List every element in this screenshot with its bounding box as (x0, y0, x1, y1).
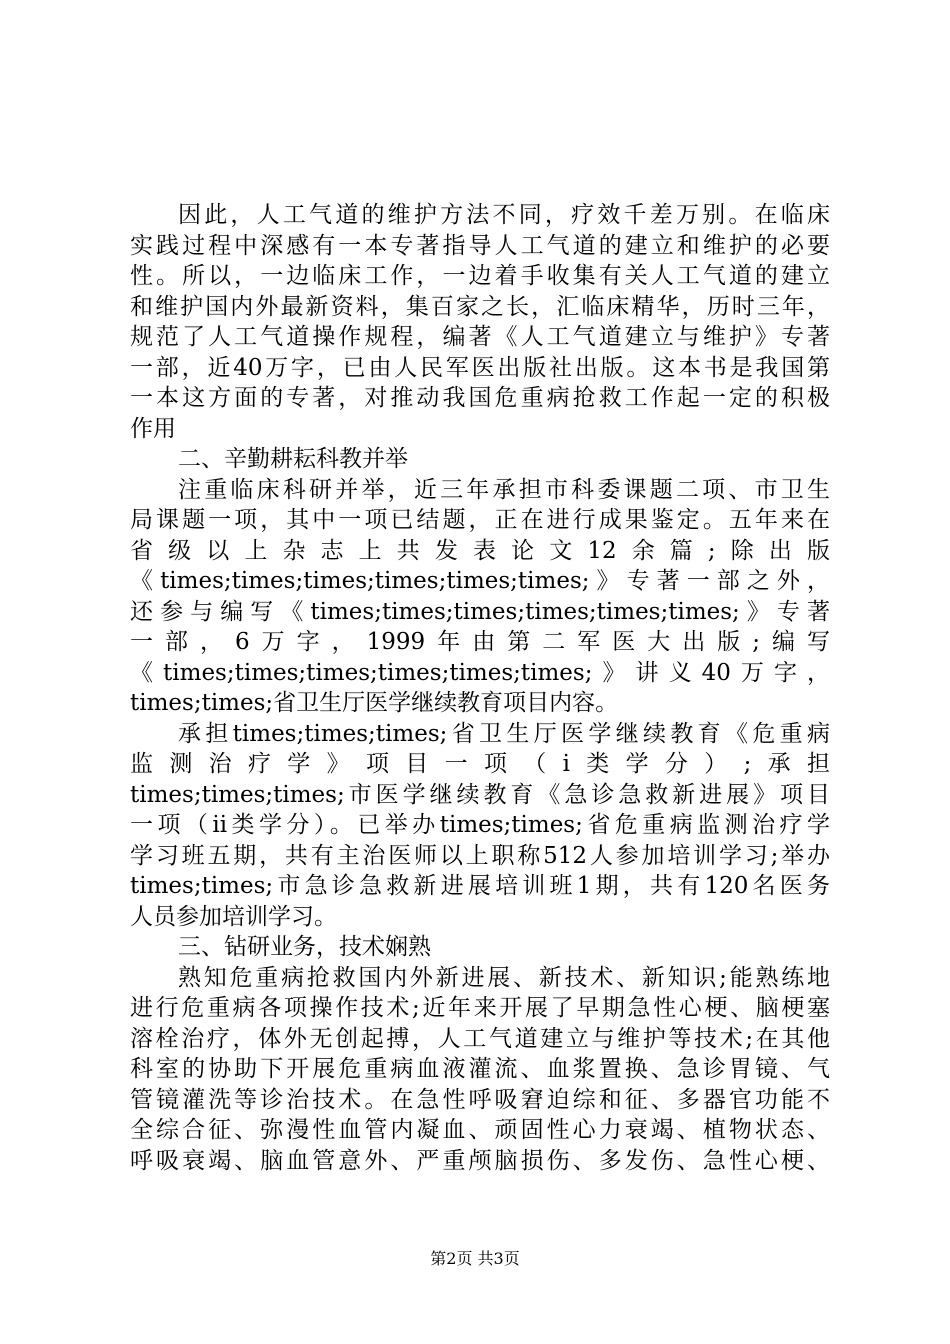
paragraph-line: 实践过程中深感有一本专著指导人工气道的建立和维护的必要 (130, 232, 830, 259)
paragraph-line: 学习班五期，共有主治医师以上职称512人参加培训学习;举办 (130, 842, 830, 869)
paragraph-line: times;times;times;市医学继续教育《急诊急救新进展》项目 (130, 781, 830, 808)
paragraph-line: 一部，近40万字，已由人民军医出版社出版。这本书是我国第 (130, 354, 830, 381)
paragraph-line: 全综合征、弥漫性血管内凝血、顽固性心力衰竭、植物状态、 (130, 1117, 830, 1143)
paragraph-line: 监测治疗学》项目一项（ⅰ类学分）;承担 (130, 751, 830, 777)
paragraph-line: 人员参加培训学习。 (130, 903, 337, 930)
paragraph-line: 作用 (130, 415, 176, 442)
paragraph-line: 管镜灌洗等诊治技术。在急性呼吸窘迫综和征、多器官功能不 (130, 1086, 830, 1113)
paragraph-line: 熟知危重病抢救国内外新进展、新技术、新知识;能熟练地 (178, 964, 830, 991)
paragraph-line: 还参与编写《times;times;times;times;times;times;》专著 (130, 598, 830, 625)
paragraph-line: 省级以上杂志上共发表论文12余篇;除出版 (130, 537, 830, 564)
paragraph-line: 《times;times;times;times;times;times;》专著一部之外， (130, 568, 830, 594)
paragraph-line: 《times;times;times;times;times;times;》讲义40万字， (130, 659, 830, 686)
paragraph-line: 呼吸衰竭、脑血管意外、严重颅脑损伤、多发伤、急性心梗、 (130, 1147, 830, 1174)
paragraph-line: 一项（ⅱ类学分）。已举办times;times;省危重病监测治疗学 (130, 812, 830, 838)
paragraph-line: times;times;市急诊急救新进展培训班1期，共有120名医务 (130, 873, 830, 899)
paragraph-line: 因此，人工气道的维护方法不同，疗效千差万别。在临床 (178, 202, 830, 228)
document-body (130, 200, 830, 1176)
paragraph-line: 一本这方面的专著，对推动我国危重病抢救工作起一定的积极 (130, 385, 830, 411)
paragraph-line: 进行危重病各项操作技术;近年来开展了早期急性心梗、脑梗塞 (130, 995, 830, 1021)
paragraph-line: 规范了人工气道操作规程，编著《人工气道建立与维护》专著 (130, 324, 830, 350)
paragraph-line: times;times;省卫生厅医学继续教育项目内容。 (130, 690, 619, 716)
paragraph-line: 一部，6万字，1999年由第二军医大出版;编写 (130, 629, 830, 655)
page-number-footer: 第2页 共3页 (430, 1249, 520, 1268)
section-heading: 三、钻研业务，技术娴熟 (178, 934, 431, 960)
section-heading: 二、辛勤耕耘科教并举 (178, 446, 408, 472)
paragraph-line: 局课题一项，其中一项已结题，正在进行成果鉴定。五年来在 (130, 507, 830, 533)
paragraph-line: 溶栓治疗，体外无创起搏，人工气道建立与维护等技术;在其他 (130, 1025, 830, 1052)
paragraph-line: 和维护国内外最新资料，集百家之长，汇临床精华，历时三年， (130, 293, 830, 320)
paragraph-line: 注重临床科研并举，近三年承担市科委课题二项、市卫生 (178, 476, 830, 503)
paragraph-line: 性。所以，一边临床工作，一边着手收集有关人工气道的建立 (130, 263, 830, 289)
paragraph-line: 承担times;times;times;省卫生厅医学继续教育《危重病 (178, 720, 830, 747)
paragraph-line: 科室的协助下开展危重病血液灌流、血浆置换、急诊胃镜、气 (130, 1056, 830, 1082)
